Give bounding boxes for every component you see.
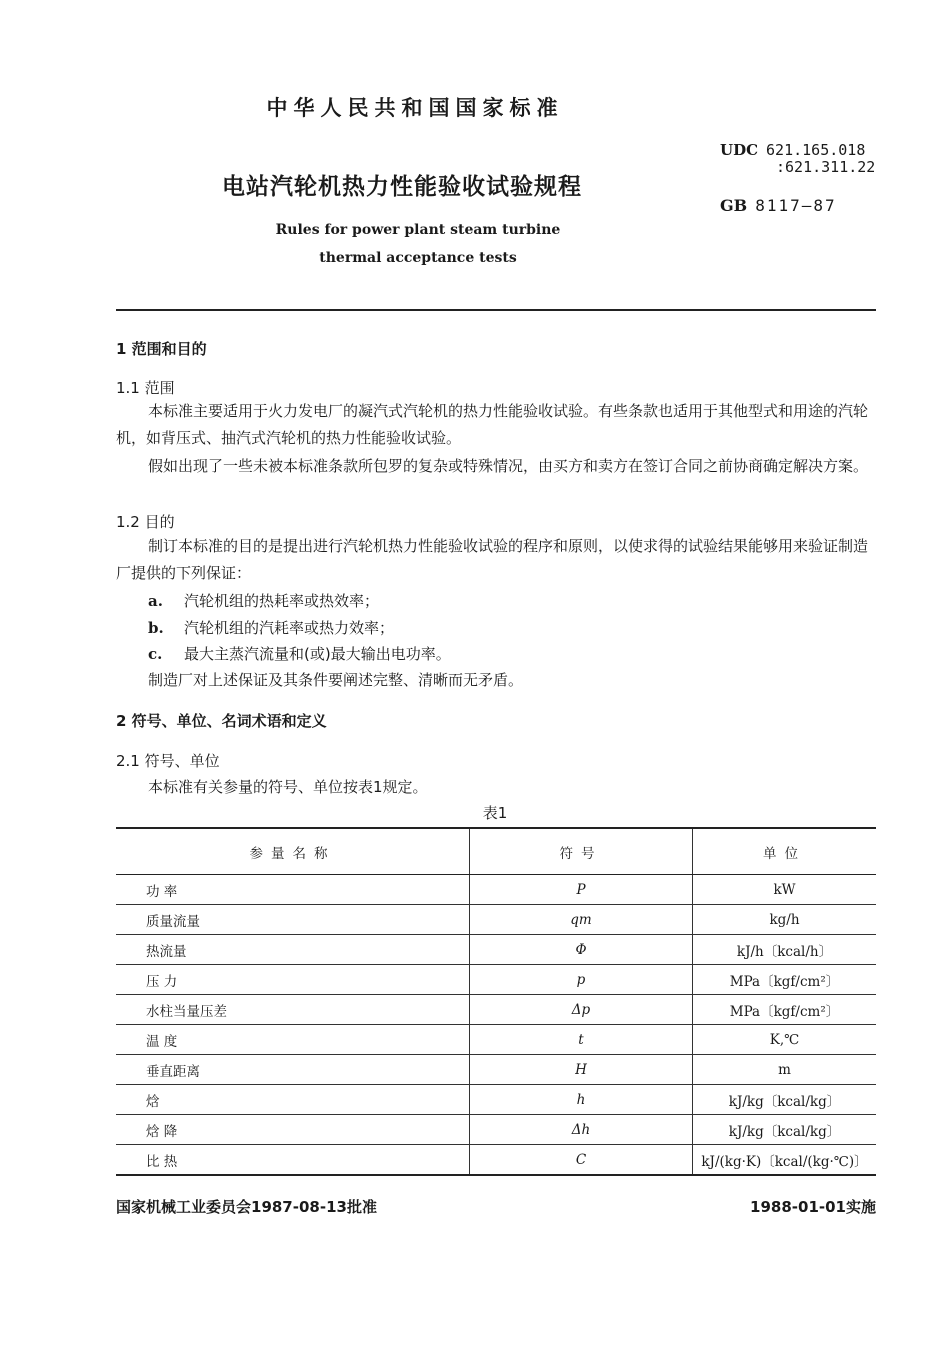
param-unit: kJ/h〔kcal/h〕 <box>693 935 877 965</box>
param-unit: kJ/kg〔kcal/kg〕 <box>693 1115 877 1145</box>
param-name: 质量流量 <box>116 905 470 935</box>
param-unit: kW <box>693 875 877 905</box>
national-standard-heading: 中华人民共和国国家标准 <box>266 96 564 120</box>
section-1-2-paragraph-2: 制造厂对上述保证及其条件要阐述完整、清晰而无矛盾。 <box>148 671 524 689</box>
param-unit: m <box>693 1055 877 1085</box>
table-header-row <box>116 828 876 875</box>
param-symbol: t <box>470 1025 693 1055</box>
udc-line-1: 621.165.018 <box>766 141 866 159</box>
param-symbol: P <box>470 875 693 905</box>
table-row <box>116 1055 876 1085</box>
column-header-symbol: 符号 <box>470 828 693 875</box>
item-label: c. <box>148 645 163 663</box>
document-title-en-line2: thermal acceptance tests <box>319 250 517 266</box>
item-text: 汽轮机组的热耗率或热效率； <box>184 592 380 610</box>
table-row <box>116 1115 876 1145</box>
param-symbol: H <box>470 1055 693 1085</box>
table-1-caption: 表1 <box>482 804 508 822</box>
table-row <box>116 1025 876 1055</box>
udc-code <box>720 142 875 176</box>
gb-number-value: 8117—87 <box>755 196 837 215</box>
param-unit: kJ/(kg·K)〔kcal/(kg·℃)〕 <box>693 1145 877 1176</box>
document-title-cn: 电站汽轮机热力性能验收试验规程 <box>222 174 582 200</box>
gb-label: GB <box>720 196 748 215</box>
param-symbol: Δp <box>470 995 693 1025</box>
table-1 <box>116 827 876 1176</box>
gb-number <box>720 196 837 215</box>
table-row <box>116 935 876 965</box>
param-name: 水柱当量压差 <box>116 995 470 1025</box>
section-2-1-heading: 2.1 符号、单位 <box>116 752 220 770</box>
section-2-1-paragraph: 本标准有关参量的符号、单位按表1规定。 <box>148 778 428 796</box>
guarantee-item-c <box>148 643 451 664</box>
param-unit: kJ/kg〔kcal/kg〕 <box>693 1085 877 1115</box>
approval-date: 国家机械工业委员会1987-08-13批准 <box>116 1198 377 1216</box>
param-name: 热流量 <box>116 935 470 965</box>
param-name: 焓 降 <box>116 1115 470 1145</box>
guarantee-item-b <box>148 617 394 638</box>
header-rule <box>116 309 876 311</box>
section-1-1-paragraph-1: 本标准主要适用于火力发电厂的凝汽式汽轮机的热力性能验收试验。有些条款也适用于其他型式和用途的汽轮机，如背压式、抽汽式汽轮机的热力性能验收试验。 <box>116 402 869 447</box>
param-name: 比 热 <box>116 1145 470 1176</box>
param-name: 功 率 <box>116 875 470 905</box>
section-1-1-heading: 1.1 范围 <box>116 379 175 397</box>
guarantee-item-a <box>148 590 379 611</box>
effective-date: 1988-01-01实施 <box>750 1198 876 1216</box>
param-unit: MPa〔kgf/cm²〕 <box>693 995 877 1025</box>
section-1-2-paragraph-1: 制订本标准的目的是提出进行汽轮机热力性能验收试验的程序和原则，以使求得的试验结果能够用来验证制造厂提供的下列保证： <box>116 537 869 582</box>
column-header-unit: 单位 <box>693 828 877 875</box>
document-title-en-line1: Rules for power plant steam turbine <box>275 222 561 238</box>
section-1-1-paragraph-2: 假如出现了一些未被本标准条款所包罗的复杂或特殊情况，由买方和卖方在签订合同之前协商确定解决方案。 <box>148 457 869 475</box>
param-symbol: Φ <box>470 935 693 965</box>
item-label: b. <box>148 619 164 637</box>
section-2-heading: 2 符号、单位、名词术语和定义 <box>116 712 327 730</box>
param-symbol: C <box>470 1145 693 1176</box>
table-row <box>116 875 876 905</box>
param-name: 温 度 <box>116 1025 470 1055</box>
item-label: a. <box>148 592 163 610</box>
param-name: 焓 <box>116 1085 470 1115</box>
table-row <box>116 905 876 935</box>
param-unit: K,℃ <box>693 1025 877 1055</box>
item-text: 汽轮机组的汽耗率或热力效率； <box>184 619 395 637</box>
param-unit: kg/h <box>693 905 877 935</box>
section-1-2-heading: 1.2 目的 <box>116 513 175 531</box>
column-header-name: 参量名称 <box>116 828 470 875</box>
param-symbol: p <box>470 965 693 995</box>
section-1-heading: 1 范围和目的 <box>116 340 207 358</box>
udc-label: UDC <box>720 141 759 159</box>
param-symbol: h <box>470 1085 693 1115</box>
udc-line-2: :621.311.22 <box>776 158 876 176</box>
param-name: 垂直距离 <box>116 1055 470 1085</box>
table-row <box>116 1145 876 1176</box>
table-row <box>116 995 876 1025</box>
param-unit: MPa〔kgf/cm²〕 <box>693 965 877 995</box>
item-text: 最大主蒸汽流量和(或)最大输出电功率。 <box>184 645 451 663</box>
param-symbol: Δh <box>470 1115 693 1145</box>
table-row <box>116 1085 876 1115</box>
table-row <box>116 965 876 995</box>
param-symbol: qm <box>470 905 693 935</box>
param-name: 压 力 <box>116 965 470 995</box>
